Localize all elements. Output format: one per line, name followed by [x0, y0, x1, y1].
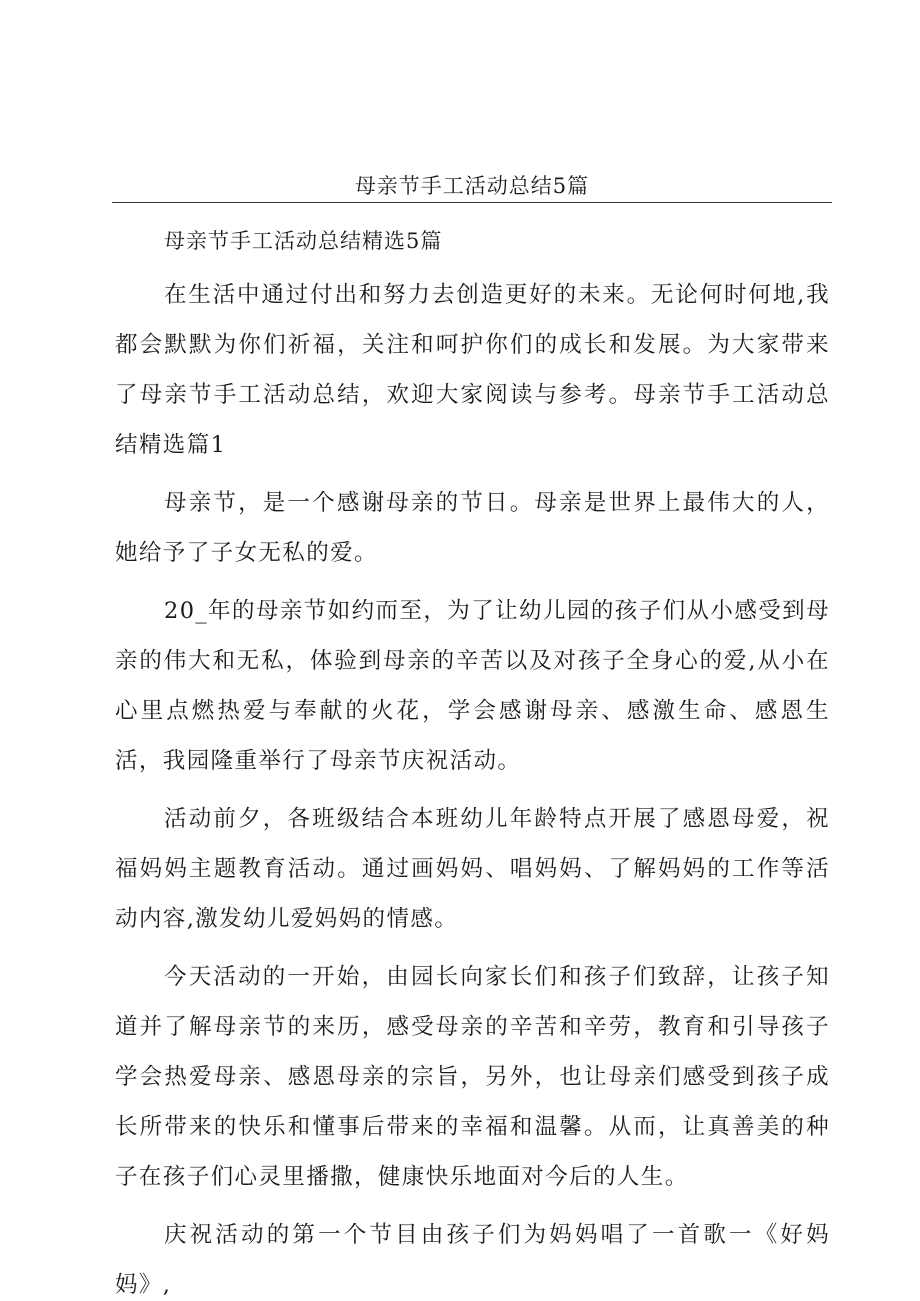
paragraph: 20_年的母亲节如约而至，为了让幼儿园的孩子们从小感受到母亲的伟大和无私，体验到母亲的辛苦以及对孩子全身心的爱,从小在心里点燃热爱与奉献的火花，学会感谢母亲、感激生命、感恩生活，我园隆重举行了母亲节庆祝活动。 [115, 598, 830, 774]
paragraph-intro: 在生活中通过付出和努力去创造更好的未来。无论何时何地,我都会默默为你们祈福，关注和呵护你们的成长和发展。为大家带来了母亲节手工活动总结，欢迎大家阅读与参考。母亲节手工活动总结精选篇1 [115, 282, 830, 458]
document-body [115, 224, 830, 1301]
paragraph: 活动前夕，各班级结合本班幼儿年龄特点开展了感恩母爱，祝福妈妈主题教育活动。通过画妈妈、唱妈妈、了解妈妈的工作等活动内容,激发幼儿爱妈妈的情感。 [115, 806, 830, 932]
paragraph: 母亲节，是一个感谢母亲的节日。母亲是世界上最伟大的人，她给予了子女无私的爱。 [115, 490, 830, 566]
header-divider [112, 202, 832, 203]
header-title: 母亲节手工活动总结5篇 [354, 174, 590, 198]
paragraph: 今天活动的一开始，由园长向家长们和孩子们致辞，让孩子知道并了解母亲节的来历，感受母亲的辛苦和辛劳，教育和引导孩子学会热爱母亲、感恩母亲的宗旨，另外，也让母亲们感受到孩子成长所带来的快乐和懂事后带来的幸福和温馨。从而，让真善美的种子在孩子们心灵里播撒，健康快乐地面对今后的人生。 [115, 964, 830, 1190]
paragraph: 庆祝活动的第一个节目由孩子们为妈妈唱了一首歌一《好妈妈》, [115, 1222, 830, 1298]
document-subtitle: 母亲节手工活动总结精选5篇 [164, 229, 443, 253]
